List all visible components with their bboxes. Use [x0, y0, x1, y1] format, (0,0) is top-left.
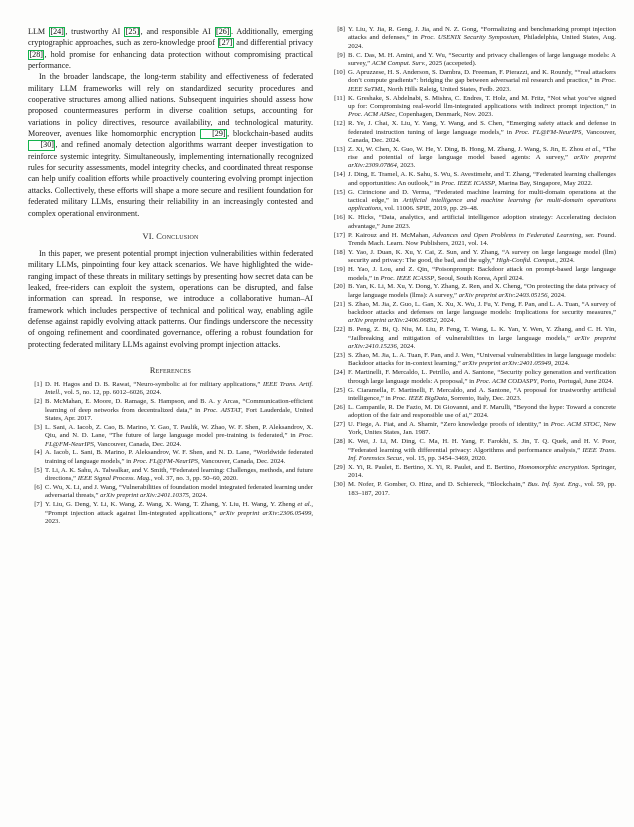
- reference-text: B. Yan, K. Li, M. Xu, Y. Dong, Y. Zhang, Z. Ren, and X. Cheng, “On protecting the data privacy of large language models (llms): A survey,” arXiv preprint arXiv:2403.05156, 2024.: [348, 283, 616, 299]
- reference-text: J. Ding, E. Tramel, A. K. Sahu, S. Wu, S. Avestimehr, and T. Zhang, “Federated learning challenges and opportunities: An outlook,” in Proc. IEEE ICASSP, Marina Bay, Singapore, May 2022.: [348, 171, 616, 187]
- reference-entry: [331, 146, 616, 171]
- reference-venue: Artificial intelligence and machine learning for multi-domain operations applications: [348, 197, 616, 213]
- reference-entry: [28, 501, 313, 526]
- reference-text: H. Yao, J. Lou, and Z. Qin, “Poisonprompt: Backdoor attack on prompt-based large language models,” in Proc. IEEE ICASSP, Seoul, South Korea, April 2024.: [348, 266, 616, 282]
- reference-venue: High-Confid. Comput.: [496, 257, 557, 265]
- reference-number: [20]: [333, 283, 345, 291]
- reference-list-right: [331, 26, 616, 498]
- references-heading: References: [149, 365, 192, 375]
- reference-entry: [331, 95, 616, 120]
- reference-venue: ACM Comput. Surv.: [371, 59, 426, 67]
- reference-venue: Proc. ACM STOC: [550, 421, 600, 429]
- reference-text: B. McMahan, E. Moore, D. Ramage, S. Hampson, and B. A. y Arcas, “Communication-efficient learning of deep networks from decentralized data,” in Proc. AISTAT, Fort Lauderdale, United States, Apr. 2017.: [45, 398, 313, 422]
- reference-number: [22]: [333, 326, 345, 334]
- reference-text: T. Li, A. K. Sahu, A. Talwalkar, and V. Smith, “Federated learning: Challenges, methods, and future directions,” IEEE Signal Process. Mag., vol. 37, no. 3, pp. 50–60, 2020.: [45, 466, 313, 483]
- reference-entry: [331, 464, 616, 481]
- reference-entry: [331, 301, 616, 326]
- reference-number: [29]: [333, 464, 345, 471]
- reference-text: K. Greshake, S. Abdelnabi, S. Mishra, C. Endres, T. Holz, and M. Fritz, “Not what you’ve signed up for: Compromising real-world llm-integrated applications with indirect prompt injection,” in Proc. ACM AISec, Copenhagen, Denmark, Nov. 2023.: [348, 94, 616, 119]
- reference-number: [18]: [333, 248, 345, 256]
- reference-venue: Proc. ACM CODASPY: [476, 377, 538, 385]
- reference-venue: Proc. IEEE ICASSP: [441, 179, 496, 187]
- reference-venue: arXiv preprint arXiv:2410.15236: [348, 334, 616, 351]
- reference-venue: Proc. IEEE SaTML: [348, 77, 616, 93]
- reference-entry: [28, 484, 313, 501]
- reference-number: [24]: [333, 369, 345, 377]
- reference-venue: IEEE Trans. Inf. Forensics Secur.: [348, 446, 616, 463]
- body-paragraph: LLM [24], trustworthy AI [25], and responsible AI [26]. Additionally, emerging cryptographic approaches, such as zero-knowledge proof [27] and differential privacy [28], hold promise for enhancing data protection without compromising practical performance.: [28, 27, 313, 71]
- reference-venue: Proc. FL@FM-NeurIPS: [133, 457, 198, 465]
- reference-number: [16]: [333, 214, 345, 222]
- reference-text: Z. Xi, W. Chen, X. Guo, W. He, Y. Ding, B. Hong, M. Zhang, J. Wang, S. Jin, E. Zhou et al., “The rise and potential of large language model based agents: A survey,” arXiv preprint arXiv:2309.07864, 2023.: [348, 145, 616, 170]
- reference-entry: [331, 249, 616, 266]
- citation-link[interactable]: [30]: [28, 140, 55, 150]
- reference-number: [14]: [333, 171, 345, 179]
- reference-text: Y. Liu, G. Deng, Y. Li, K. Wang, Z. Wang, X. Wang, T. Zhang, Y. Liu, H. Wang, Y. Zheng et al., “Prompt injection attack against llm-integrated applications,” arXiv preprint arXiv:2306.05499, 2023.: [45, 501, 313, 525]
- section-heading: [28, 232, 313, 241]
- reference-entry: [331, 481, 616, 498]
- reference-venue: Proc. ACM AISec: [348, 111, 396, 119]
- reference-entry: [331, 52, 616, 69]
- right-column: [331, 26, 616, 803]
- body-paragraph: In the broader landscape, the long-term stability and effectiveness of federated military LLM frameworks will rely on standardized security procedures and cooperative structures among allied nations. Subsequent inquiries should assess how proposed countermeasures perform in diverse coalition setups, accounting for variations in policy directives, resource availability, and technological maturity. Moreover, avenues like homomorphic encryption [29], blockchain-based audits [30], and refined anomaly detection algorithms warrant deeper investigation to reinforce systemic integrity. Simultaneously, implementing internationally recognized rules for security assessments, model integrity checks, and coordinated threat response can help unify coalition efforts while proactively countering evolving prompt injection attacks. Collectively, these efforts will shape a more secure and resilient foundation for federated military LLMs, ensuring their reliability in an increasingly contested and complex operational environment.: [28, 72, 313, 218]
- reference-number: [6]: [34, 484, 42, 492]
- reference-venue: IEEE Trans. Artif. Intell.: [45, 380, 313, 397]
- reference-venue: arXiv preprint arXiv:2406.06852: [348, 317, 437, 325]
- reference-text: G. Cirincione and D. Verma, “Federated machine learning for multi-domain operations at the tactical edge,” in Artificial intelligence and machine learning for multi-domain operations applications, vol. 11006. SPIE, 2019, pp. 29–48.: [348, 188, 616, 213]
- reference-number: [7]: [34, 501, 42, 509]
- reference-venue: IEEE Signal Process. Mag.: [77, 475, 151, 483]
- reference-number: [27]: [333, 421, 345, 429]
- reference-venue: Proc. IEEE ICASSP: [380, 274, 435, 282]
- reference-entry: [331, 189, 616, 214]
- reference-text: K. Wei, J. Li, M. Ding, C. Ma, H. H. Yang, F. Farokhi, S. Jin, T. Q. Quek, and H. V. Poor, “Federated learning with differential privacy: Algorithms and performance analysis,” IEEE Trans. Inf. Forensics Secur., vol. 15, pp. 3454–3469, 2020.: [348, 438, 616, 463]
- reference-text: L. Sani, A. Iacob, Z. Cao, B. Marino, Y. Gao, T. Paulik, W. Zhao, W. F. Shen, P. Aleksandrov, X. Qiu, and N. D. Lane, “The future of large language model pre-training is federated,” in Proc. FL@FM-NeurIPS, Vancouver, Canada, Dec. 2024.: [45, 423, 313, 448]
- reference-text: A. Iacob, L. Sani, B. Marino, P. Aleksandrov, W. F. Shen, and N. D. Lane, “Worldwide federated training of language models,” in Proc. FL@FM-NeurIPS, Vancouver, Canada, Dec. 2024.: [45, 449, 313, 465]
- reference-number: [15]: [333, 188, 345, 196]
- citation-link[interactable]: [27]: [218, 38, 233, 48]
- reference-entry: [331, 266, 616, 283]
- reference-text: P. Kairouz and H. McMahan, Advances and Open Problems in Federated Learning, ser. Found. Trends Mach. Learn. Now Publishers, 2021, vol. 14.: [348, 231, 616, 247]
- reference-number: [21]: [333, 300, 345, 308]
- reference-text: M. Nofer, P. Gomber, O. Hinz, and D. Schiereck, “Blockchain,” Bus. Inf. Syst. Eng., vol. 59, pp. 183–187, 2017.: [348, 481, 616, 497]
- reference-text: C. Wu, X. Li, and J. Wang, “Vulnerabilities of foundation model integrated federated learning under adversarial threats,” arXiv preprint arXiv:2401.10375, 2024.: [45, 484, 313, 500]
- reference-entry: [331, 421, 616, 438]
- reference-venue: Proc. FL@FM-NeurIPS: [515, 128, 582, 136]
- section-number: VI.: [142, 231, 154, 241]
- reference-number: [26]: [333, 403, 345, 411]
- reference-text: S. Zhao, M. Jia, Z. Guo, L. Gan, X. Xu, X. Wu, J. Fu, Y. Feng, F. Pan, and L. A. Tuan, “A survey of backdoor attacks and defenses on large language models: Implications for security measures,” arXiv preprint arXiv:2406.06852, 2024.: [348, 300, 616, 325]
- reference-entry: [28, 424, 313, 449]
- reference-entry: [331, 26, 616, 51]
- citation-link[interactable]: [24]: [50, 27, 64, 36]
- reference-venue: Advances and Open Problems in Federated Learning: [432, 231, 582, 239]
- reference-list-left: [28, 381, 313, 526]
- reference-number: [3]: [34, 423, 42, 431]
- reference-text: G. Apruzzese, H. S. Anderson, S. Dambra, D. Freeman, F. Pierazzi, and K. Roundy, ““real attackers don’t compute gradients”: bridging the gap between adversarial ml research and practice,” in Proc. IEEE SaTML, North Hills Raleig, United States, Fedb. 2023.: [348, 68, 616, 93]
- reference-entry: [331, 352, 616, 369]
- reference-number: [8]: [337, 26, 345, 33]
- reference-venue: Homomorphic encryption: [518, 464, 588, 471]
- reference-number: [5]: [34, 466, 42, 474]
- reference-venue: arXiv preprint arXiv:2401.10375: [100, 492, 189, 500]
- reference-number: [17]: [333, 231, 345, 239]
- reference-venue: Proc. IEEE BigData: [392, 394, 448, 402]
- reference-entry: [28, 449, 313, 466]
- reference-entry: [331, 283, 616, 300]
- reference-venue: arXiv preprint arXiv:2306.05499: [219, 509, 312, 517]
- reference-entry: [331, 326, 616, 351]
- reference-text: F. Martinelli, F. Mercaldo, L. Petrillo, and A. Santone, “Security policy generation and verification through large language models: A proposal,” in Proc. ACM CODASPY, Porto, Portugal, June 2024.: [348, 369, 616, 385]
- reference-entry: [28, 467, 313, 484]
- reference-number: [30]: [333, 481, 345, 489]
- reference-venue: Proc. FL@FM-NeurIPS: [45, 432, 313, 448]
- reference-venue: Bus. Inf. Syst. Eng.: [527, 481, 581, 489]
- left-column: [28, 26, 313, 803]
- section-title: Conclusion: [156, 231, 199, 241]
- reference-number: [9]: [337, 51, 345, 59]
- reference-entry: [331, 232, 616, 249]
- reference-venue: arXiv preprint arXiv:2403.05156: [458, 291, 548, 299]
- two-column-layout: [28, 26, 617, 803]
- reference-number: [12]: [333, 120, 345, 128]
- reference-number: [19]: [333, 266, 345, 274]
- reference-venue: arXiv preprint arXiv:2309.07864: [348, 154, 616, 170]
- reference-venue: arXiv preprint arXiv:2401.05949: [462, 360, 552, 368]
- reference-entry: [28, 398, 313, 423]
- reference-entry: [331, 438, 616, 463]
- reference-entry: [331, 387, 616, 404]
- reference-entry: [331, 404, 616, 421]
- citation-link[interactable]: [25]: [125, 27, 140, 36]
- reference-text: B. C. Das, M. H. Amini, and Y. Wu, “Security and privacy challenges of large language models: A survey,” ACM Comput. Surv., 2025 (accepeted).: [348, 51, 616, 67]
- reference-number: [10]: [333, 68, 345, 76]
- reference-entry: [331, 171, 616, 188]
- left-body-paragraphs: [28, 26, 313, 219]
- reference-number: [11]: [334, 94, 345, 102]
- reference-text: G. Ciaramella, F. Martinelli, F. Mercaldo, and A. Santone, “A proposal for trustworthy artificial intelligence,” in Proc. IEEE BigData, Sorrento, Italy, Dec. 2023.: [348, 386, 616, 402]
- reference-number: [4]: [34, 449, 42, 457]
- reference-text: Y. Yao, J. Duan, K. Xu, Y. Cai, Z. Sun, and Y. Zhang, “A survey on large language model (llm) security and privacy: The good, the bad, and the ugly,” High-Confid. Comput., 2024.: [348, 248, 616, 265]
- reference-text: U. Fiege, A. Fiat, and A. Shamir, “Zero knowledge proofs of identity,” in Proc. ACM STOC, New York, Unites States, Jan. 1987.: [348, 421, 616, 437]
- citation-link[interactable]: [26]: [216, 27, 230, 36]
- reference-entry: [331, 69, 616, 94]
- reference-text: X. Yi, R. Paulet, E. Bertino, X. Yi, R. Paulet, and E. Bertino, Homomorphic encryption. Springer, 2014.: [348, 464, 617, 480]
- reference-text: S. Zhao, M. Jia, L. A. Tuan, F. Pan, and J. Wen, “Universal vulnerabilities in large language models: Backdoor attacks for in-context learning,” arXiv preprint arXiv:2401.05949, 2024.: [348, 351, 616, 368]
- reference-text: K. Hicks, “Data, analytics, and artificial intelligence adoption strategy: Accelerating decision advantage,” June 2023.: [348, 214, 616, 230]
- reference-text: B. Peng, Z. Bi, Q. Niu, M. Liu, P. Feng, T. Wang, L. K. Yan, Y. Wen, Y. Zhang, and C. H. Yin, “Jailbreaking and mitigation of vulnerabilities in large language models,” arXiv preprint arXiv:2410.15236, 2024.: [348, 326, 616, 351]
- reference-text: D. H. Hagos and D. B. Rawat, “Neuro-symbolic ai for military applications,” IEEE Trans. Artif. Intell., vol. 5, no. 12, pp. 6012–6026, 2024.: [45, 380, 313, 397]
- citation-link[interactable]: [28]: [29, 49, 43, 59]
- reference-text: Y. Liu, Y. Jia, R. Geng, J. Jia, and N. Z. Gong, “Formalizing and benchmarking prompt injection attacks and defenses,” in Proc. USENIX Security Symposium, Philadelphia, United States, Aug. 2024.: [348, 26, 616, 50]
- reference-entry: [28, 381, 313, 398]
- reference-venue: Proc. USENIX Security Symposium: [420, 34, 520, 42]
- reference-number: [28]: [333, 438, 345, 446]
- reference-text: R. Ye, J. Chai, X. Liu, Y. Yang, Y. Wang, and S. Chen, “Emerging safety attack and defense in federated instruction tuning of large language models,” in Proc. FL@FM-NeurIPS, Vancouver, Canada, Dec. 2024.: [348, 120, 616, 144]
- reference-number: [13]: [333, 145, 345, 153]
- reference-number: [23]: [333, 351, 345, 359]
- conclusion-paragraph: In this paper, we present potential prompt injection vulnerabilities within federated military LLMs, pinpointing four key attack scenarios. We have highlighted the wide-ranging impact of these threats in military settings by presenting how secret data can be leaked, free-riders can exploit the system, operations can be disrupted, and false information can spread. In response, we introduce a collaborative human–AI framework which includes perspective of technical and political way, enabling agile defense against rapidly evolving attack patterns. Our findings underscore the necessity of ongoing refinement and coordinated governance, offering a robust foundation for protecting federated military LLMs against evolving prompt injection attacks.: [28, 248, 313, 349]
- reference-venue: Proc. AISTAT: [203, 406, 242, 414]
- reference-number: [25]: [333, 386, 345, 394]
- reference-venue: et al.: [585, 145, 600, 153]
- reference-entry: [331, 120, 616, 145]
- reference-entry: [331, 369, 616, 386]
- reference-text: L. Campanile, R. De Fazio, M. Di Giovanni, and F. Marulli, “Beyond the hype: Toward a concrete adoption of the fair and responsible use of ai,” 2024.: [348, 403, 616, 420]
- citation-link[interactable]: [29]: [200, 129, 227, 139]
- reference-venue: et al.: [297, 501, 312, 509]
- reference-number: [1]: [34, 380, 42, 388]
- reference-entry: [331, 214, 616, 231]
- reference-number: [2]: [34, 398, 42, 406]
